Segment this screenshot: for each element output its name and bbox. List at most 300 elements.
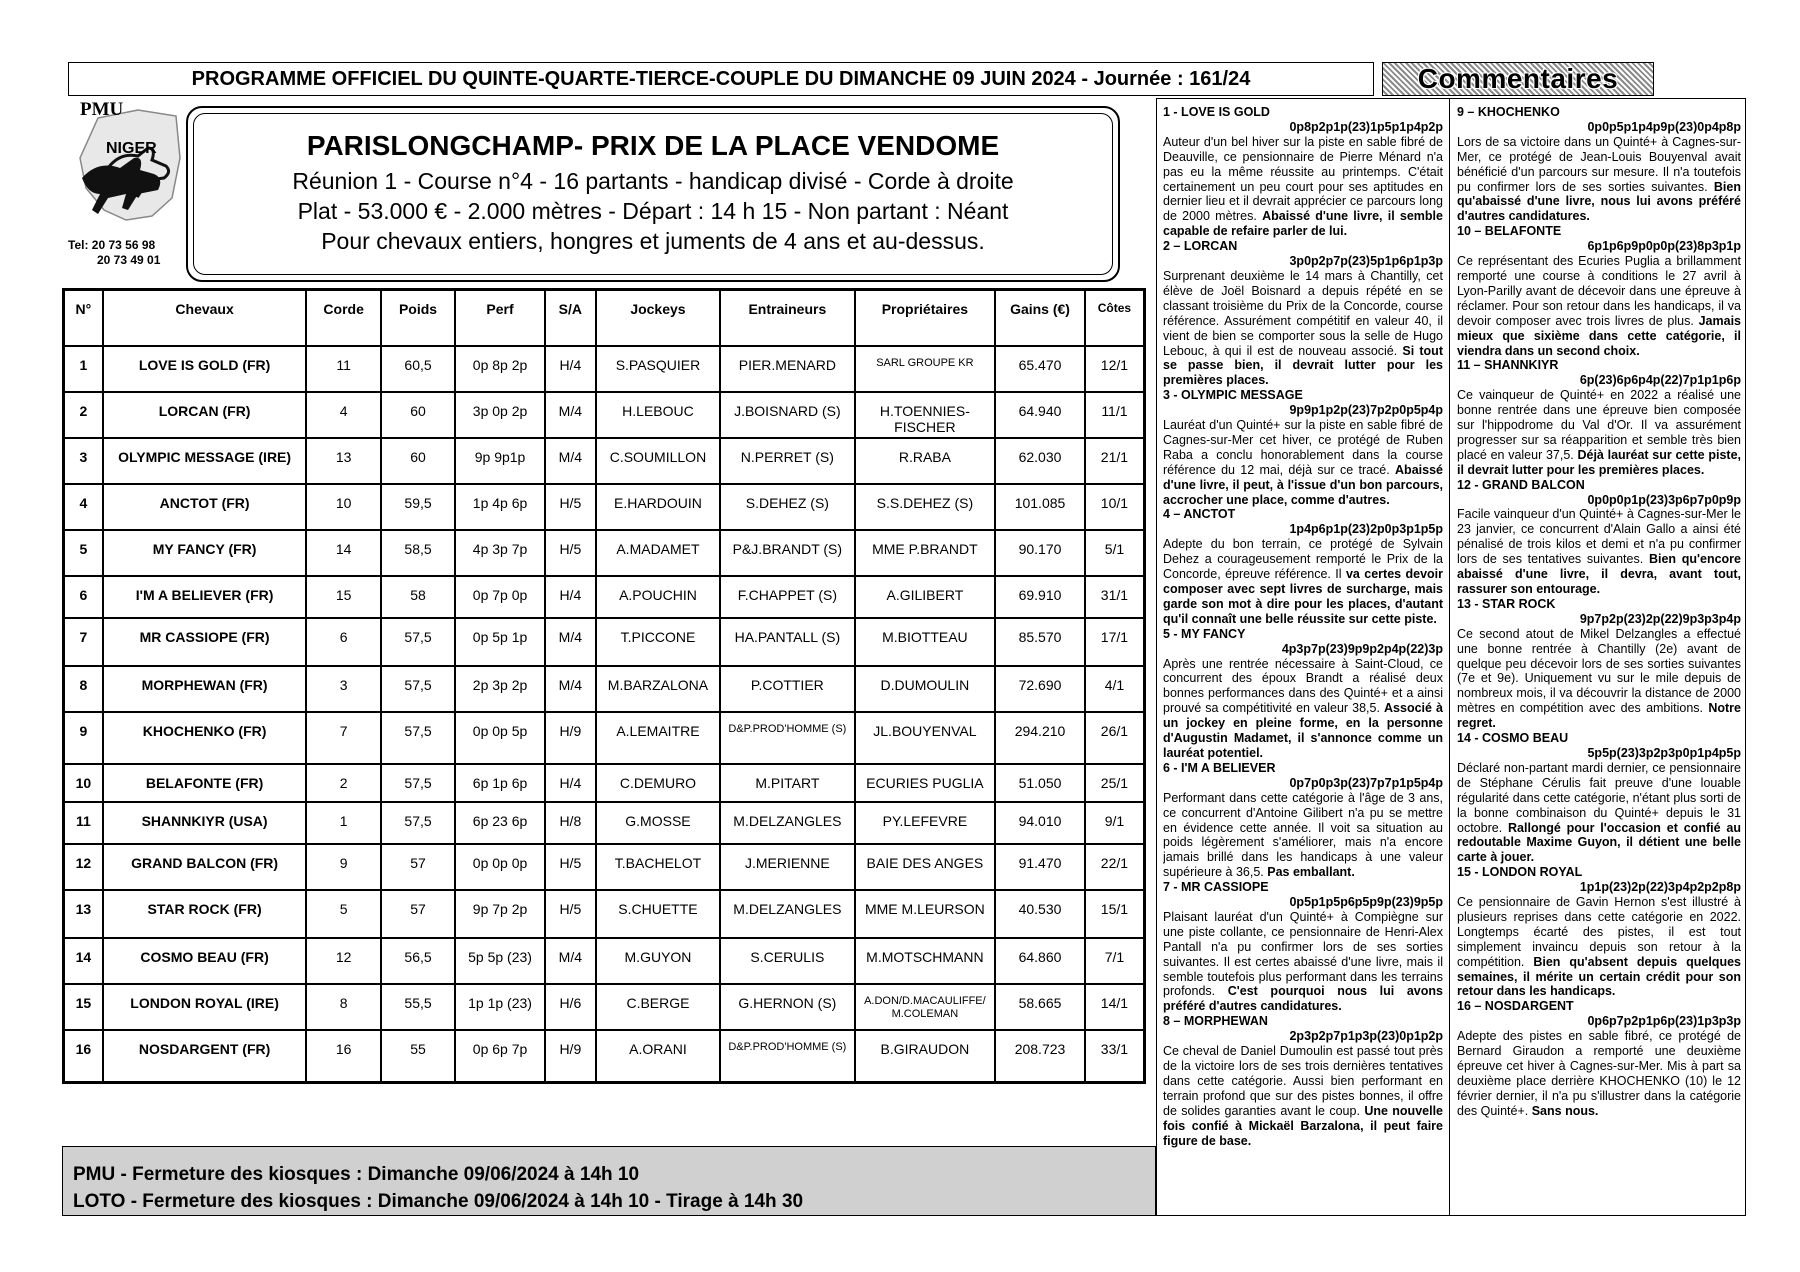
comment-text [1457, 135, 1741, 224]
cell-jockey: A.MADAMET [596, 530, 720, 576]
comment-verdict: va certes devoir composer avec sept livres de surcharge, mais garde son mot à dire pour les places, d'autant qu'il connaît une belle réussite sur cette piste. [1163, 567, 1443, 626]
cell-horse: LOVE IS GOLD (FR) [103, 346, 307, 392]
comment-verdict: Une nouvelle fois confié à Mickaël Barzalona, il peut faire figure de base. [1163, 1103, 1443, 1148]
cell-trainer: M.DELZANGLES [720, 890, 854, 938]
cell-horse: MORPHEWAN (FR) [103, 666, 307, 712]
cell-gains: 294.210 [995, 712, 1085, 764]
horse-comment [1457, 865, 1741, 999]
cell-perf: 5p 5p (23) [455, 938, 545, 984]
cell-poids: 57,5 [381, 802, 455, 844]
horse-comment [1457, 597, 1741, 731]
cell-corde: 10 [306, 484, 380, 530]
comment-horse-heading: 11 – SHANNKIYR [1457, 358, 1559, 373]
horse-comment [1457, 731, 1741, 865]
horse-comment [1163, 105, 1443, 239]
cell-gains: 65.470 [995, 346, 1085, 392]
cell-owner: MME M.LEURSON [855, 890, 996, 938]
cell-trainer: P&J.BRANDT (S) [720, 530, 854, 576]
cell-n: 13 [64, 890, 103, 938]
cell-sa: H/5 [545, 530, 596, 576]
cell-owner: D.DUMOULIN [855, 666, 996, 712]
horse-comment [1457, 105, 1741, 224]
cell-owner: B.GIRAUDON [855, 1030, 996, 1082]
cell-corde: 11 [306, 346, 380, 392]
pmu-niger-logo [68, 98, 186, 248]
comment-verdict: Bien qu'encore abaissé d'une livre, il devra, avant tout, rassurer son entourage. [1457, 552, 1741, 596]
cell-n: 16 [64, 1030, 103, 1082]
comment-horse-heading: 4 – ANCTOT [1163, 507, 1236, 522]
cell-poids: 57,5 [381, 666, 455, 712]
cell-jockey: S.CHUETTE [596, 890, 720, 938]
comment-body: Déclaré non-partant mardi dernier, ce pensionnaire de Stéphane Cérulis fait preuve d'une louable régularité dans cette catégorie, n'étant plus sorti de la bonne combinaison du Quinté+ depuis le 31 octobre. [1457, 760, 1741, 835]
comment-text [1457, 761, 1741, 865]
cell-jockey: C.BERGE [596, 984, 720, 1030]
cell-corde: 13 [306, 438, 380, 484]
table-row [64, 346, 1144, 392]
logo-pmu-text: PMU [80, 99, 124, 120]
comment-music: 9p7p2p(23)2p(22)9p3p3p4p [1579, 611, 1741, 626]
race-title: PARISLONGCHAMP- PRIX DE LA PLACE VENDOME [306, 130, 1000, 161]
column-header: Perf [455, 290, 545, 346]
cell-sa: M/4 [545, 438, 596, 484]
cell-jockey: M.GUYON [596, 938, 720, 984]
cell-trainer: G.HERNON (S) [720, 984, 854, 1030]
table-row [64, 938, 1144, 984]
comment-text [1457, 627, 1741, 731]
cell-n: 11 [64, 802, 103, 844]
comment-music: 6p1p6p9p0p0p(23)8p3p1p [1587, 239, 1741, 254]
comment-text [1163, 791, 1443, 880]
cell-poids: 55 [381, 1030, 455, 1082]
column-header: Propriétaires [855, 290, 996, 346]
cell-gains: 64.940 [995, 392, 1085, 438]
horse-comment [1163, 761, 1443, 880]
comment-horse-heading: 16 – NOSDARGENT [1457, 999, 1574, 1014]
comment-text [1163, 269, 1443, 388]
comment-music: 0p6p7p2p1p6p(23)1p3p3p [1587, 1014, 1741, 1029]
cell-horse: I'M A BELIEVER (FR) [103, 576, 307, 618]
comment-music: 0p5p1p5p6p5p9p(23)9p5p [1289, 895, 1443, 910]
cell-sa: H/5 [545, 484, 596, 530]
column-header: Corde [306, 290, 380, 346]
phone-1: Tel: 20 73 56 98 [68, 238, 156, 252]
comment-music: 1p4p6p1p(23)2p0p3p1p5p [1289, 522, 1443, 537]
cell-trainer: S.CERULIS [720, 938, 854, 984]
table-row [64, 802, 1144, 844]
footer-loto-line: LOTO - Fermeture des kiosques : Dimanche 09/06/2024 à 14h 10 - Tirage à 14h 30 [73, 1191, 804, 1212]
cell-jockey: E.HARDOUIN [596, 484, 720, 530]
cell-trainer: M.PITART [720, 764, 854, 802]
comment-music: 0p8p2p1p(23)1p5p1p4p2p [1289, 119, 1443, 134]
horse-racing-niger-map-logo-icon [68, 98, 186, 248]
cell-corde: 4 [306, 392, 380, 438]
cell-perf: 6p 1p 6p [455, 764, 545, 802]
cell-owner: BAIE DES ANGES [855, 844, 996, 890]
table-row [64, 1030, 1144, 1082]
cell-perf: 9p 7p 2p [455, 890, 545, 938]
comment-verdict: Si tout se passe bien, il devrait lutter pour les premières places. [1163, 343, 1443, 388]
cell-sa: H/6 [545, 984, 596, 1030]
comment-body: Ce second atout de Mikel Delzangles a effectué une bonne rentrée à Chantilly (2e) avant de quelque peu décevoir lors de ses sorties suivantes (7e et 9e). Uniquement vu sur le mile depuis de nombreux mois, il va découvrir la distance de 2000 mètres en compétition avec des ambitions. [1457, 626, 1741, 716]
logo-niger-text: NIGER [106, 140, 157, 157]
comment-horse-heading: 6 - I'M A BELIEVER [1163, 760, 1276, 775]
comments-panel [1156, 98, 1746, 1216]
column-header: Chevaux [103, 290, 307, 346]
cell-trainer: D&P.PROD'HOMME (S) [720, 712, 854, 764]
cell-perf: 0p 5p 1p [455, 618, 545, 666]
cell-horse: SHANNKIYR (USA) [103, 802, 307, 844]
table-row [64, 392, 1144, 438]
cell-cote: 21/1 [1085, 438, 1144, 484]
cell-gains: 208.723 [995, 1030, 1085, 1082]
comment-music: 0p0p5p1p4p9p(23)0p4p8p [1587, 119, 1741, 134]
cell-trainer: HA.PANTALL (S) [720, 618, 854, 666]
cell-jockey: C.DEMURO [596, 764, 720, 802]
horse-comment [1163, 1014, 1443, 1148]
cell-trainer: P.COTTIER [720, 666, 854, 712]
cell-jockey: C.SOUMILLON [596, 438, 720, 484]
contact-phones [68, 238, 186, 268]
cell-sa: H/4 [545, 764, 596, 802]
cell-owner: M.MOTSCHMANN [855, 938, 996, 984]
cell-n: 8 [64, 666, 103, 712]
cell-poids: 60 [381, 392, 455, 438]
cell-poids: 60,5 [381, 346, 455, 392]
cell-jockey: A.LEMAITRE [596, 712, 720, 764]
comment-text [1457, 254, 1741, 358]
cell-gains: 90.170 [995, 530, 1085, 576]
cell-jockey: M.BARZALONA [596, 666, 720, 712]
comment-body: Auteur d'un bel hiver sur la piste en sable fibré de Deauville, ce pensionnaire de Pierre Ménard n'a pas eu la même réussite au printemps. C'était certainement un peu court pour ses aptitudes en dernier lieu et il devrait apprécier ce parcours long de 2000 mètres. [1163, 134, 1443, 224]
cell-jockey: T.BACHELOT [596, 844, 720, 890]
cell-corde: 16 [306, 1030, 380, 1082]
phone-2: 20 73 49 01 [97, 253, 161, 267]
cell-corde: 14 [306, 530, 380, 576]
cell-cote: 26/1 [1085, 712, 1144, 764]
cell-n: 2 [64, 392, 103, 438]
cell-gains: 40.530 [995, 890, 1085, 938]
cell-gains: 58.665 [995, 984, 1085, 1030]
cell-corde: 6 [306, 618, 380, 666]
table-row [64, 666, 1144, 712]
logo-pmu-letters [80, 99, 124, 120]
comments-title: Commentaires [1417, 63, 1619, 94]
cell-trainer: J.BOISNARD (S) [720, 392, 854, 438]
cell-cote: 9/1 [1085, 802, 1144, 844]
cell-trainer: J.MERIENNE [720, 844, 854, 890]
comment-verdict: Jamais mieux que sixième dans cette catégorie, il viendra dans un second choix. [1457, 313, 1741, 358]
table-row [64, 764, 1144, 802]
cell-sa: M/4 [545, 618, 596, 666]
comments-column-left [1163, 105, 1443, 1148]
cell-horse: ANCTOT (FR) [103, 484, 307, 530]
table-body [64, 346, 1144, 1082]
cell-poids: 57,5 [381, 764, 455, 802]
comment-body: Ce vainqueur de Quinté+ en 2022 a réalisé une bonne rentrée dans une épreuve bien composée sur l'hippodrome du Val d'Or. Il va assurément progresser sur sa réapparition et semble très bien placé en valeur 37,5. [1457, 388, 1741, 462]
comment-horse-heading: 9 – KHOCHENKO [1457, 105, 1560, 119]
cell-sa: H/8 [545, 802, 596, 844]
cell-gains: 64.860 [995, 938, 1085, 984]
cell-cote: 33/1 [1085, 1030, 1144, 1082]
cell-n: 15 [64, 984, 103, 1030]
comment-music: 2p3p2p7p1p3p(23)0p1p2p [1289, 1029, 1443, 1044]
comments-column-divider [1449, 99, 1450, 1215]
cell-trainer: D&P.PROD'HOMME (S) [720, 1030, 854, 1082]
cell-owner: JL.BOUYENVAL [855, 712, 996, 764]
comment-music: 5p5p(23)3p2p3p0p1p4p5p [1587, 745, 1741, 760]
cell-poids: 58 [381, 576, 455, 618]
cell-owner: A.DON/D.MACAULIFFE/ M.COLEMAN [855, 984, 996, 1030]
table-row [64, 618, 1144, 666]
cell-cote: 14/1 [1085, 984, 1144, 1030]
cell-cote: 22/1 [1085, 844, 1144, 890]
cell-trainer: S.DEHEZ (S) [720, 484, 854, 530]
cell-n: 1 [64, 346, 103, 392]
cell-gains: 91.470 [995, 844, 1085, 890]
cell-jockey: H.LEBOUC [596, 392, 720, 438]
runners-table [62, 288, 1146, 1084]
table-row [64, 576, 1144, 618]
footer-pmu-line: PMU - Fermeture des kiosques : Dimanche 09/06/2024 à 14h 10 [73, 1164, 640, 1185]
cell-corde: 5 [306, 890, 380, 938]
comment-music: 1p1p(23)2p(22)3p4p2p2p8p [1579, 880, 1741, 895]
comment-horse-heading: 1 - LOVE IS GOLD [1163, 105, 1270, 119]
cell-horse: MR CASSIOPE (FR) [103, 618, 307, 666]
comment-verdict: C'est pourquoi nous lui avons préféré d'autres candidatures. [1163, 984, 1443, 1014]
cell-cote: 7/1 [1085, 938, 1144, 984]
table-row [64, 484, 1144, 530]
column-header: Gains (€) [995, 290, 1085, 346]
cell-perf: 0p 7p 0p [455, 576, 545, 618]
comment-body: Ce représentant des Ecuries Puglia a brillamment remporté une course à conditions le 27 avril à Lyon-Parilly avant de décevoir dans une épreuve à réclamer. Pour son retour dans les handicaps, il va devoir composer avec trois livres de plus. [1457, 254, 1741, 328]
cell-owner: ECURIES PUGLIA [855, 764, 996, 802]
comment-verdict: Rallongé pour l'occasion et confié au redoutable Maxime Guyon, il détient une belle carte à jouer. [1457, 820, 1741, 865]
cell-cote: 31/1 [1085, 576, 1144, 618]
cell-owner: H.TOENNIES-FISCHER [855, 392, 996, 438]
cell-jockey: A.ORANI [596, 1030, 720, 1082]
cell-cote: 17/1 [1085, 618, 1144, 666]
cell-poids: 57,5 [381, 618, 455, 666]
comment-music: 3p0p2p7p(23)5p1p6p1p3p [1289, 254, 1443, 269]
horse-comment [1163, 239, 1443, 388]
cell-sa: M/4 [545, 392, 596, 438]
comment-text [1163, 657, 1443, 761]
cell-horse: NOSDARGENT (FR) [103, 1030, 307, 1082]
cell-corde: 9 [306, 844, 380, 890]
comment-verdict: Abaissé d'une livre, il semble capable de refaire parler de lui. [1163, 209, 1443, 239]
comment-text [1163, 1044, 1443, 1148]
cell-corde: 3 [306, 666, 380, 712]
column-header: Jockeys [596, 290, 720, 346]
cell-cote: 25/1 [1085, 764, 1144, 802]
comment-text [1457, 388, 1741, 477]
cell-horse: BELAFONTE (FR) [103, 764, 307, 802]
comment-verdict: Bien qu'absent depuis quelques semaines, il mérite un certain crédit pour son retour dans les handicaps. [1457, 954, 1741, 999]
cell-perf: 4p 3p 7p [455, 530, 545, 576]
horse-comment [1457, 999, 1741, 1118]
comment-horse-heading: 2 – LORCAN [1163, 239, 1238, 254]
cell-corde: 8 [306, 984, 380, 1030]
comment-music: 0p0p0p1p(23)3p6p7p0p9p [1587, 492, 1741, 507]
cell-trainer: N.PERRET (S) [720, 438, 854, 484]
cell-poids: 57,5 [381, 712, 455, 764]
cell-n: 10 [64, 764, 103, 802]
comment-verdict: Abaissé d'une livre, il peut, à l'issue d'un bon parcours, accrocher une place, comme d'autres. [1163, 462, 1443, 507]
cell-jockey: A.POUCHIN [596, 576, 720, 618]
column-header: N° [64, 290, 103, 346]
table-row [64, 530, 1144, 576]
comments-column-right [1457, 105, 1741, 1119]
cell-perf: 2p 3p 2p [455, 666, 545, 712]
cell-horse: COSMO BEAU (FR) [103, 938, 307, 984]
cell-perf: 0p 8p 2p [455, 346, 545, 392]
comment-text [1457, 507, 1741, 596]
comment-text [1163, 910, 1443, 1014]
cell-horse: OLYMPIC MESSAGE (IRE) [103, 438, 307, 484]
cell-poids: 57 [381, 844, 455, 890]
horse-comment [1163, 880, 1443, 1014]
horse-comment [1457, 478, 1741, 597]
comment-text [1163, 418, 1443, 507]
comment-text [1163, 135, 1443, 239]
cell-n: 12 [64, 844, 103, 890]
cell-n: 3 [64, 438, 103, 484]
comment-text [1457, 895, 1741, 999]
comment-text [1457, 1029, 1741, 1118]
comment-body: Adepte du bon terrain, ce protégé de Sylvain Dehez a courageusement remporté le Prix de la Concorde, épreuve référence. Il [1163, 537, 1443, 582]
cell-cote: 5/1 [1085, 530, 1144, 576]
cell-trainer: PIER.MENARD [720, 346, 854, 392]
comment-text [1163, 537, 1443, 626]
cell-perf: 3p 0p 2p [455, 392, 545, 438]
cell-gains: 69.910 [995, 576, 1085, 618]
cell-corde: 1 [306, 802, 380, 844]
cell-perf: 9p 9p1p [455, 438, 545, 484]
comment-horse-heading: 10 – BELAFONTE [1457, 224, 1562, 239]
cell-sa: H/5 [545, 844, 596, 890]
program-title-bar [68, 62, 1374, 96]
column-header: Poids [381, 290, 455, 346]
cell-n: 5 [64, 530, 103, 576]
cell-poids: 57 [381, 890, 455, 938]
race-info-box [186, 106, 1120, 282]
comment-body: Ce pensionnaire de Gavin Hernon s'est illustré à plusieurs reprises dans cette catégorie en 2022. Longtemps écarté des pistes, il est tout simplement invaincu depuis son retour à la compétition. [1457, 895, 1741, 969]
cell-corde: 2 [306, 764, 380, 802]
horse-comment [1163, 388, 1443, 507]
table-row [64, 890, 1144, 938]
table-row [64, 438, 1144, 484]
cell-cote: 11/1 [1085, 392, 1144, 438]
table-row [64, 712, 1144, 764]
comment-verdict: Sans nous. [1531, 1103, 1599, 1118]
comment-body: Facile vainqueur d'un Quinté+ à Cagnes-sur-Mer le 23 janvier, ce concurrent d'Alain Gallo a ainsi été pénalisé de trois kilos et demi et n'a pu confirmer lors de ses tentatives suivantes. [1457, 507, 1741, 567]
cell-perf: 0p 0p 0p [455, 844, 545, 890]
cell-jockey: T.PICCONE [596, 618, 720, 666]
cell-n: 6 [64, 576, 103, 618]
cell-gains: 94.010 [995, 802, 1085, 844]
cell-gains: 51.050 [995, 764, 1085, 802]
cell-n: 14 [64, 938, 103, 984]
comment-horse-heading: 7 - MR CASSIOPE [1163, 880, 1269, 895]
cell-sa: H/9 [545, 712, 596, 764]
comment-body: Surprenant deuxième le 14 mars à Chantilly, cet élève de Joël Boisnard a depuis répété en se classant troisième du Prix de la Concorde, course référence. Assurément compétitif en valeur 40, il vient de bien se comporter sous la selle de Hugo Lebouc, à qui il est de nouveau associé. [1163, 268, 1443, 358]
cell-sa: H/4 [545, 346, 596, 392]
comment-body: Adepte des pistes en sable fibré, ce protégé de Bernard Giraudon a remporté une deuxième épreuve cet hiver à Cagnes-sur-Mer. Mis à part sa deuxième place derrière KHOCHENKO (10) le 12 février dernier, il n'a pu s'illustrer dans la catégorie des Quinté+. [1457, 1029, 1741, 1118]
cell-jockey: S.PASQUIER [596, 346, 720, 392]
cell-n: 7 [64, 618, 103, 666]
comment-horse-heading: 13 - STAR ROCK [1457, 596, 1556, 611]
cell-corde: 12 [306, 938, 380, 984]
race-line-3: Pour chevaux entiers, hongres et juments de 4 ans et au-dessus. [321, 228, 985, 254]
column-header: Côtes [1085, 290, 1144, 346]
cell-gains: 72.690 [995, 666, 1085, 712]
cell-sa: H/5 [545, 890, 596, 938]
cell-owner: MME P.BRANDT [855, 530, 996, 576]
comment-body: Plaisant lauréat d'un Quinté+ à Compiègne sur une piste collante, ce pensionnaire de Henri-Alex Pantall n'a pu confirmer lors de ses sorties suivantes. Il est certes abaissé d'une livre, mais il semble toutefois plus performant dans les terrains profonds. [1163, 909, 1443, 999]
cell-sa: H/4 [545, 576, 596, 618]
comment-body: Après une rentrée nécessaire à Saint-Cloud, ce concurrent des époux Brandt a réalisé deux bonnes performances dans des Quinté+ et a ainsi prouvé sa compétitivité en valeur 38,5. [1163, 656, 1443, 716]
cell-owner: SARL GROUPE KR [855, 346, 996, 392]
race-line-2: Plat - 53.000 € - 2.000 mètres - Départ : 14 h 15 - Non partant : Néant [297, 198, 1009, 224]
cell-horse: LONDON ROYAL (IRE) [103, 984, 307, 1030]
cell-owner: R.RABA [855, 438, 996, 484]
comment-music: 9p9p1p2p(23)7p2p0p5p4p [1289, 403, 1443, 418]
comment-body: Performant dans cette catégorie à l'âge de 3 ans, ce concurrent d'Antoine Gilibert n'a pu se mettre en évidence cette année. Il voit sa situation au poids légèrement s'améliorer, mais n'a encore jamais brillé dans les handicaps à une valeur supérieure à 36,5. [1163, 790, 1443, 880]
comment-verdict: Notre regret. [1457, 701, 1741, 731]
comment-horse-heading: 15 - LONDON ROYAL [1457, 865, 1583, 880]
cell-perf: 0p 6p 7p [455, 1030, 545, 1082]
comment-horse-heading: 14 - COSMO BEAU [1457, 731, 1569, 746]
cell-horse: MY FANCY (FR) [103, 530, 307, 576]
cell-n: 4 [64, 484, 103, 530]
cell-gains: 62.030 [995, 438, 1085, 484]
cell-owner: M.BIOTTEAU [855, 618, 996, 666]
horse-comment [1457, 358, 1741, 477]
comment-body: Lors de sa victoire dans un Quinté+ à Cagnes-sur-Mer, ce protégé de Jean-Louis Bouyenval avait bénéficié d'un parcours sur mesure. Il n'a toutefois pu confirmer lors de ses sorties suivantes. [1457, 134, 1741, 194]
horse-comment [1163, 507, 1443, 626]
cell-n: 9 [64, 712, 103, 764]
cell-perf: 1p 1p (23) [455, 984, 545, 1030]
cell-sa: H/9 [545, 1030, 596, 1082]
comment-body: Ce cheval de Daniel Dumoulin est passé tout près de la victoire lors de ses trois dernières tentatives dans cette catégorie. Aussi bien performant en terrain profond que sur des pistes bonnes, il offre de solides garanties avant le coup. [1163, 1044, 1443, 1118]
cell-sa: M/4 [545, 938, 596, 984]
cell-horse: KHOCHENKO (FR) [103, 712, 307, 764]
horse-comment [1457, 224, 1741, 358]
cell-perf: 6p 23 6p [455, 802, 545, 844]
horse-comment [1163, 627, 1443, 761]
cell-poids: 60 [381, 438, 455, 484]
table-header-row [64, 290, 1144, 346]
comment-horse-heading: 8 – MORPHEWAN [1163, 1014, 1268, 1029]
program-title: PROGRAMME OFFICIEL DU QUINTE-QUARTE-TIERCE-COUPLE DU DIMANCHE 09 JUIN 2024 - Journée : 161/24 [191, 67, 1251, 90]
cell-gains: 101.085 [995, 484, 1085, 530]
cell-corde: 15 [306, 576, 380, 618]
cell-gains: 85.570 [995, 618, 1085, 666]
comment-verdict: Pas emballant. [1267, 865, 1355, 880]
cell-corde: 7 [306, 712, 380, 764]
closing-times-footer [62, 1146, 1156, 1216]
cell-horse: LORCAN (FR) [103, 392, 307, 438]
comments-title-box [1382, 62, 1654, 96]
cell-owner: A.GILIBERT [855, 576, 996, 618]
comment-music: 0p7p0p3p(23)7p7p1p5p4p [1289, 775, 1443, 790]
table-row [64, 844, 1144, 890]
column-header: Entraineurs [720, 290, 854, 346]
cell-sa: M/4 [545, 666, 596, 712]
cell-jockey: G.MOSSE [596, 802, 720, 844]
cell-horse: GRAND BALCON (FR) [103, 844, 307, 890]
cell-perf: 0p 0p 5p [455, 712, 545, 764]
